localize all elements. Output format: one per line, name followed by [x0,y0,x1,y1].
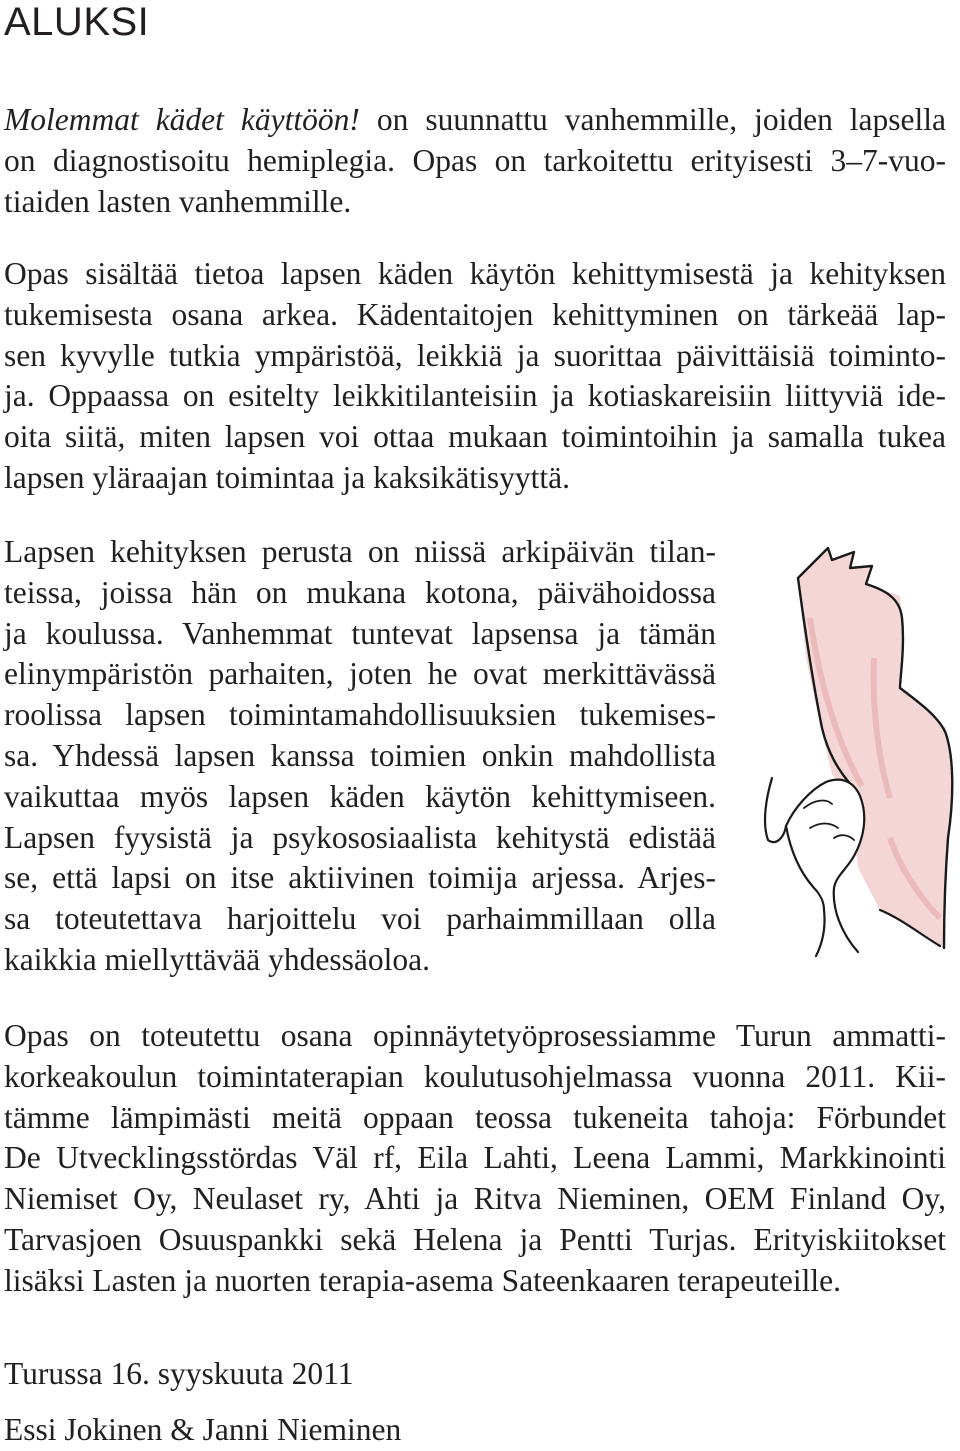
paragraph-line: Lapsen kehityksen perusta on niissä arkipäivän tilan- [4,534,716,569]
paragraph-line: De Utvecklingsstördas Väl rf, Eila Lahti, Leena Lammi, Markkinointi [4,1140,946,1176]
holding-hands-icon [750,538,955,958]
child-hand [786,780,864,956]
paragraph-line: Opas on toteutettu osana opinnäytetyöprosessiamme Turun ammatti- [4,1018,946,1053]
paragraph-line: lapsen yläraajan toimintaa ja kaksikätisyyttä. [4,459,570,495]
paragraph-line: lisäksi Lasten ja nuorten terapia-asema Sateenkaaren terapeuteille. [4,1262,841,1298]
acknowledgements-paragraph [4,1016,946,1302]
intro-line-1-rest: on suunnattu vanhemmille, joiden lapsella [359,102,947,137]
page-heading: ALUKSI [4,0,150,44]
authors: Essi Jokinen & Janni Nieminen [4,1412,402,1447]
paragraph-line: oita siitä, miten lapsen voi ottaa mukaan toimintoihin ja samalla tukea [4,419,946,455]
paragraph-line: Tarvasjoen Osuuspankki sekä Helena ja Pentti Turjas. Erityiskiitokset [4,1221,946,1257]
intro-paragraph [4,100,946,222]
development-paragraph [4,532,716,981]
paragraph-line: tämme lämpimästi meitä oppaan teossa tukeneita tahoja: Förbundet [4,1099,946,1135]
place-date: Turussa 16. syyskuuta 2011 [4,1356,354,1391]
paragraph-line: vaikuttaa myös lapsen käden käytön kehittymiseen. [4,778,716,814]
paragraph-line: kaikkia miellyttävää yhdessäoloa. [4,941,430,977]
intro-line: on diagnostisoitu hemiplegia. Opas on tarkoitettu erityisesti 3–7-vuo- [4,142,946,178]
intro-line: tiaiden lasten vanhemmille. [4,183,352,219]
paragraph-line: tukemisesta osana arkea. Kädentaitojen kehittyminen on tärkeää lap- [4,296,946,332]
paragraph-line: se, että lapsi on itse aktiivinen toimija arjessa. Arjes- [4,860,716,896]
paragraph-line: korkeakoulun toimintaterapian koulutusohjelmassa vuonna 2011. Kii- [4,1058,946,1094]
paragraph-line: elinympäristön parhaiten, joten he ovat merkittävässä [4,656,716,692]
content-paragraph [4,254,946,499]
paragraph-line: Niemiset Oy, Neulaset ry, Ahti ja Ritva Nieminen, OEM Finland Oy, [4,1181,946,1217]
paragraph-line: teissa, joissa hän on mukana kotona, päivähoidossa [4,574,716,610]
paragraph-line: roolissa lapsen toimintamahdollisuuksien tukemises- [4,697,716,733]
paragraph-line: sen kyvylle tutkia ympäristöä, leikkiä ja suorittaa päivittäisiä toiminto- [4,337,946,373]
guide-title: Molemmat kädet käyttöön! [4,102,360,137]
paragraph-line: sa. Yhdessä lapsen kanssa toimien onkin mahdollista [4,737,716,773]
paragraph-line: sa toteutettava harjoittelu voi parhaimmillaan olla [4,901,716,937]
paragraph-line: ja koulussa. Vanhemmat tuntevat lapsensa ja tämän [4,615,716,651]
paragraph-line: ja. Oppaassa on esitelty leikkitilanteisiin ja kotiaskareisiin liittyviä ide- [4,378,946,414]
adult-hand [798,548,953,948]
paragraph-line: Opas sisältää tietoa lapsen käden käytön kehittymisestä ja kehityksen [4,256,946,291]
paragraph-line: Lapsen fyysistä ja psykososiaalista kehitystä edistää [4,819,716,855]
